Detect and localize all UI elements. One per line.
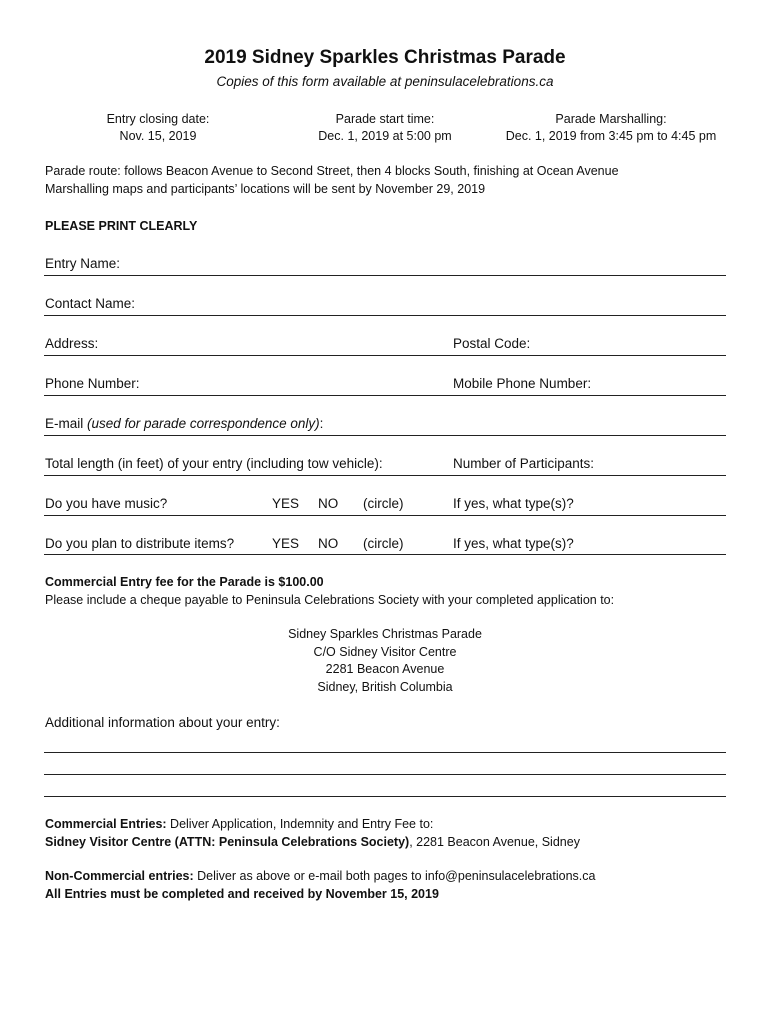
mailing-address (0, 626, 770, 696)
mailing-line: Sidney, British Columbia (317, 679, 453, 694)
distribute-circle-hint: (circle) (363, 536, 404, 551)
music-no-option[interactable]: NO (318, 496, 339, 511)
marshalling-value: Dec. 1, 2019 from 3:45 pm to 4:45 pm (505, 129, 717, 143)
additional-info-line-1[interactable] (44, 752, 726, 753)
mailing-line: Sidney Sparkles Christmas Parade (288, 627, 482, 641)
noncommercial-text: Deliver as above or e-mail both pages to info@peninsulacelebrations.ca (193, 869, 596, 883)
fee-instruction: Please include a cheque payable to Peninsula Celebrations Society with your completed application to: (45, 593, 615, 607)
distribute-line[interactable] (44, 554, 726, 555)
distribute-question: Do you plan to distribute items? (45, 536, 235, 551)
address-label: Address: (45, 336, 99, 351)
music-question: Do you have music? (45, 496, 168, 511)
visitor-centre-address: , 2281 Beacon Avenue, Sidney (409, 834, 580, 849)
address-line[interactable] (44, 355, 726, 356)
parade-start-label: Parade start time: (335, 112, 435, 126)
parade-route (45, 163, 745, 198)
page-subtitle: Copies of this form available at peninsulacelebrations.ca (216, 74, 554, 89)
marshalling-label: Parade Marshalling: (555, 112, 667, 126)
contact-name-label: Contact Name: (45, 296, 136, 311)
mobile-label: Mobile Phone Number: (453, 376, 592, 391)
entry-name-line[interactable] (44, 275, 726, 276)
email-line[interactable] (44, 435, 726, 436)
email-prefix: E-mail (45, 416, 88, 431)
distribute-type-label: If yes, what type(s)? (453, 536, 574, 551)
contact-name-line[interactable] (44, 315, 726, 316)
entry-closing-value: Nov. 15, 2019 (119, 129, 197, 143)
parade-marshalling (500, 111, 722, 145)
page-title: 2019 Sidney Sparkles Christmas Parade (204, 47, 566, 68)
route-line-2: Marshalling maps and participants’ locations will be sent by November 29, 2019 (45, 181, 486, 196)
noncommercial-label: Non-Commercial entries: (45, 869, 194, 883)
total-length-label: Total length (in feet) of your entry (including tow vehicle): (45, 456, 383, 471)
parade-start-value: Dec. 1, 2019 at 5:00 pm (318, 129, 452, 143)
commercial-delivery (45, 816, 745, 851)
distribute-no-option[interactable]: NO (318, 536, 339, 551)
mailing-line: 2281 Beacon Avenue (325, 662, 445, 676)
phone-line[interactable] (44, 395, 726, 396)
visitor-centre-name: Sidney Visitor Centre (ATTN: Peninsula Celebrations Society) (45, 834, 410, 849)
entry-closing-label: Entry closing date: (106, 112, 210, 126)
entry-closing-date (98, 111, 218, 145)
commercial-text: Deliver Application, Indemnity and Entry Fee to: (166, 817, 434, 831)
print-clearly-notice: PLEASE PRINT CLEARLY (45, 219, 198, 233)
music-type-label: If yes, what type(s)? (453, 496, 574, 511)
mailing-line: C/O Sidney Visitor Centre (313, 644, 457, 659)
music-circle-hint: (circle) (363, 496, 404, 511)
participants-label: Number of Participants: (453, 456, 595, 471)
phone-label: Phone Number: (45, 376, 140, 391)
commercial-label: Commercial Entries: (45, 817, 167, 831)
additional-info-line-2[interactable] (44, 774, 726, 775)
entry-name-label: Entry Name: (45, 256, 121, 271)
email-label (45, 416, 323, 431)
additional-info-line-3[interactable] (44, 796, 726, 797)
email-note: (used for parade correspondence only) (87, 416, 320, 431)
entry-deadline: All Entries must be completed and received by November 15, 2019 (45, 886, 439, 901)
additional-info-label: Additional information about your entry: (45, 715, 280, 730)
noncommercial-delivery (45, 868, 745, 903)
postal-code-label: Postal Code: (453, 336, 531, 351)
distribute-yes-option[interactable]: YES (272, 536, 300, 551)
fee-heading: Commercial Entry fee for the Parade is $100.00 (45, 575, 324, 589)
route-line-1: Parade route: follows Beacon Avenue to Second Street, then 4 blocks South, finishing at Ocean Avenue (45, 164, 619, 178)
parade-start-time (305, 111, 465, 145)
music-yes-option[interactable]: YES (272, 496, 300, 511)
music-line[interactable] (44, 515, 726, 516)
email-suffix: : (319, 416, 324, 431)
length-line[interactable] (44, 475, 726, 476)
